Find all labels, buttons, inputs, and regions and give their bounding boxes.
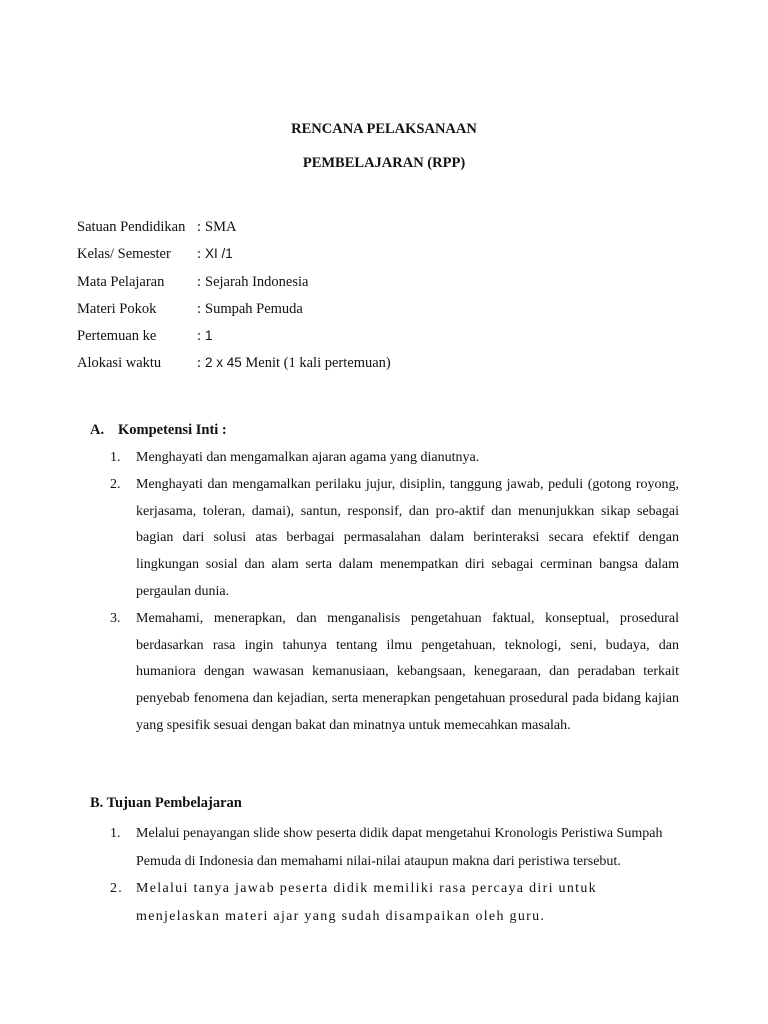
list-item-number: 3. — [110, 610, 121, 626]
list-item — [110, 606, 679, 740]
identity-value: Sumpah Pemuda — [205, 300, 303, 317]
identity-label: Alokasi waktu — [77, 355, 162, 372]
section-a-heading — [90, 422, 227, 439]
list-item — [110, 445, 679, 472]
identity-label: Mata Pelajaran — [77, 273, 165, 290]
section-b-heading: B. Tujuan Pembelajaran — [90, 795, 242, 811]
kompetensi-inti-list — [110, 445, 679, 740]
identity-label: Pertemuan ke — [77, 328, 157, 345]
identity-colon: : — [197, 300, 202, 317]
identity-colon: : — [197, 273, 202, 290]
identity-label: Materi Pokok — [77, 300, 157, 317]
identity-value: XI /1 — [205, 246, 233, 262]
section-a-title: Kompetensi Inti : — [118, 422, 227, 438]
tujuan-pembelajaran-list — [110, 820, 679, 930]
list-item-number: 2. — [110, 476, 121, 492]
list-item-number: 1. — [110, 826, 121, 841]
list-item-text: Memahami, menerapkan, dan menganalisis pengetahuan faktual, konseptual, prosedural berdasarkan rasa ingin tahunya tentang ilmu pengetahuan, teknologi, seni, budaya, dan humaniora dengan wawasan kemanusiaan, kebangsaan, kenegaraan, dan peradaban terkait penyebab fenomena dan kejadian, serta menerapkan pengetahuan prosedural pada bidang kajian yang spesifik sesuai dengan bakat dan minatnya untuk memecahkan masalah. — [136, 610, 679, 733]
identity-label: Kelas/ Semester — [77, 246, 171, 263]
identity-value: SMA — [205, 219, 237, 235]
list-item-number: 1. — [110, 450, 121, 465]
identity-colon: : — [197, 328, 202, 345]
list-item-text: Menghayati dan mengamalkan perilaku jujur, disiplin, tanggung jawab, peduli (gotong royong, kerjasama, toleran, damai), santun, responsif, dan pro-aktif dan menunjukkan sikap sebagai bagian dari solusi atas berbagai permasalahan dalam berinteraksi secara efektif dengan lingkungan sosial dan alam serta dalam menempatkan diri sebagai cerminan bangsa dalam pergaulan dunia. — [136, 476, 679, 599]
list-item-text: Melalui penayangan slide show peserta didik dapat mengetahui Kronologis Peristiwa Sumpah Pemuda di Indonesia dan memahami nilai-nilai ataupun makna dari peristiwa tersebut. — [136, 826, 663, 869]
list-item-text: Menghayati dan mengamalkan ajaran agama yang dianutnya. — [136, 450, 480, 465]
document-title-line-1: RENCANA PELAKSANAAN — [291, 121, 477, 137]
list-item — [110, 472, 679, 606]
identity-value: 1 — [205, 328, 213, 344]
list-item-text: Melalui tanya jawab peserta didik memiliki rasa percaya diri untuk menjelaskan materi ajar yang sudah disampaikan oleh guru. — [136, 881, 597, 924]
identity-colon: : — [197, 355, 202, 372]
list-item-number: 2. — [110, 881, 124, 896]
identity-value-rest: Menit (1 kali pertemuan) — [245, 355, 391, 372]
identity-colon: : — [197, 246, 202, 263]
identity-value — [205, 355, 391, 372]
identity-label: Satuan Pendidikan — [77, 219, 186, 235]
document-title-line-2: PEMBELAJARAN (RPP) — [302, 155, 466, 171]
identity-value-prefix: 2 x 45 — [205, 355, 242, 371]
section-a-marker: A. — [90, 422, 105, 438]
identity-colon: : — [197, 219, 202, 235]
identity-value: Sejarah Indonesia — [205, 273, 309, 290]
list-item — [110, 820, 679, 875]
list-item — [110, 875, 679, 930]
